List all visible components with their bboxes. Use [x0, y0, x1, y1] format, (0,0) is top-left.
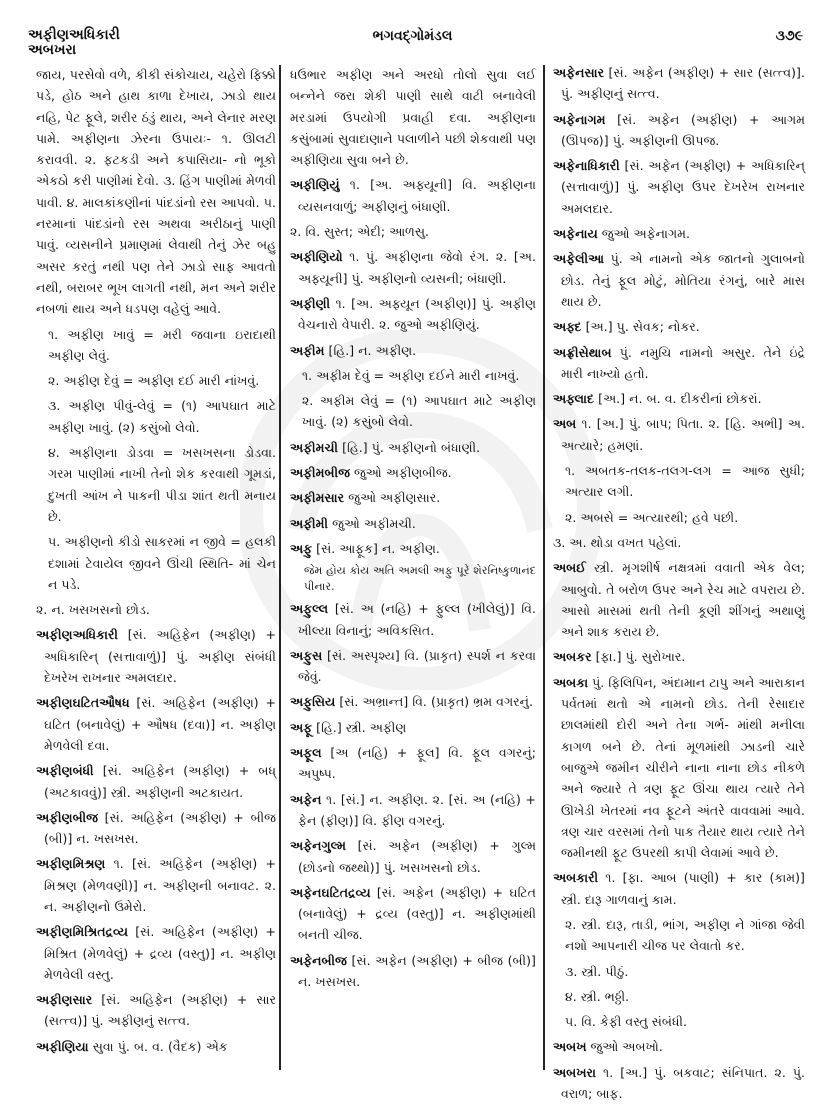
headword: અફૂ	[290, 719, 313, 735]
dictionary-entry	[36, 760, 276, 803]
dictionary-entry	[290, 293, 536, 336]
entry-sense	[290, 365, 536, 386]
definition-text: ૧. અફીણ ખાવું = મરી જવાના ઇરાદાથી અફીણ લેવું.	[48, 326, 276, 363]
headword: અફેન	[290, 791, 322, 807]
definition-text: [હિ.] ન. અફીણ.	[324, 342, 417, 358]
dictionary-entry	[36, 807, 276, 850]
definition-text: પું. ફિલિપિન, અંદામાન ટાપુ અને આરાકાન પર્વતમાં થતો એ નામનો છોડ. તેની રેસાદાર છાલમાંથી દોરી અને તેના ગર્ભ- માંથી મનીલા કાગળ બને છે. તેનાં મૂળમાંથી ઝાડની ચારે બાજુએ જમીન ચીરીને નાના નાના છોડ નીકળે અને જ્યારે તે ત્રણ ફૂટ ઊંચા થાય ત્યારે તેને ઊખેડી ખેતરમાં નવ ફૂટને અંતરે વાવવામાં આવે. ત્રણ ચાર વરસમાં તેનો પાક તૈયાર થાય ત્યારે તેને જમીનથી ફૂટ ઉપરથી કાપી લેવામાં આવે છે.	[561, 674, 805, 861]
column-2	[290, 64, 536, 996]
definition-text: ૫. અફીણનો કીડો સાકરમાં ન જીવે = હલકી દશામાં ટેવાયેલ જીવને ઊંચી સ્થિતિ- માં ચેન ન પડે.	[48, 534, 276, 592]
dictionary-entry	[290, 487, 536, 508]
definition-text: ધઉભાર અફીણ અને અરધો તોલો સુવા લઈ બન્નેને જરા શેકી પાણી સાથે વાટી બનાવેલી મરડામાં ઉપયોગી પ્રવાહી દવા. અફીણના કસુંબામાં સુવાદાણાને પલાળીને પછી શેકવાથી પણ અફીણિયા સુવા બને છે.	[290, 67, 536, 168]
dictionary-entry	[290, 538, 536, 559]
dictionary-entry	[553, 867, 805, 910]
headword: અફેનાગમ	[553, 111, 606, 127]
dictionary-entry	[290, 246, 536, 289]
page-header	[0, 0, 825, 60]
definition-text: ૪. સ્ત્રી. ભઠ્ઠી.	[565, 988, 630, 1004]
headword: અફીણસાર	[36, 992, 93, 1008]
headword: અફીણમિશ્રિતદ્રવ્ય	[36, 924, 129, 940]
headword: અફીમી	[290, 515, 329, 531]
entry-sense	[36, 395, 276, 438]
headword: અફીણિયા	[36, 1038, 89, 1054]
entry-sense	[290, 390, 536, 433]
dictionary-entry	[290, 835, 536, 878]
entry-sense	[290, 64, 536, 170]
dictionary-entry	[290, 742, 536, 785]
definition-text: [ફા.] પું. સુરોખાર.	[591, 649, 686, 665]
entry-sense	[553, 507, 805, 528]
definition-text: ૧. અબતક-તલક-તલગ-લગ = આજ સુધી; અત્યાર લગી.	[565, 463, 805, 500]
definition-text: [સં. અહિફેન (અફીણ) + અધિકારિન્ (સત્તાવાળું)] પું. અફીણ સંબંધી દેખરેખ રાખનાર અમલદાર.	[44, 627, 276, 686]
definition-text: ૧. અફીમ દેવું = અફીણ દઈને મારી નાખવું.	[302, 367, 520, 383]
dictionary-entry	[553, 672, 805, 864]
entry-sense	[36, 370, 276, 391]
quote-source: નિષ્કુળાનંદ	[487, 564, 536, 578]
headword: અફૂલ	[290, 745, 322, 761]
entry-sense	[36, 324, 276, 367]
headword: અફીણમિશ્રણ	[36, 856, 106, 872]
definition-text: ૨. સ્ત્રી. દારૂ, તાડી, ભાંગ, અફીણ ને ગાંજા જેવી નશો આપનારી ચીજ પર લેવાતો કર.	[565, 916, 805, 954]
dictionary-entry	[553, 342, 805, 385]
dictionary-entry	[36, 624, 276, 688]
headword: અબકારી	[553, 870, 599, 886]
definition-text: ૧. [ફા. આબ (પાણી) + કાર (કામ)] સ્ત્રી. દારૂ ગાળવાનું કામ.	[561, 870, 805, 907]
guide-word-first: અફીણઅધિકારી	[28, 27, 120, 43]
dictionary-entry	[290, 882, 536, 946]
dictionary-entry	[290, 691, 536, 712]
definition-text: જુઓ અબખો.	[586, 1039, 663, 1055]
headword: અફેનબીજ	[290, 952, 347, 968]
dictionary-entry	[36, 692, 276, 756]
page-title: ભગવદ્ગોમંડલ	[372, 28, 453, 44]
definition-text: [સં. અહિફેન (અફીણ) + બધ્ (અટકાવવું)] સ્ત્રી. અફીણની અટકાયત.	[44, 763, 276, 800]
dictionary-entry	[553, 223, 805, 244]
definition-text: [સં. અહિફેન (અફીણ) + ઘટિત (બનાવેલું) + ઔષધ (દવા)] ન. અફીણ મેળવેલી દવા.	[44, 695, 276, 753]
dictionary-entry	[290, 513, 536, 534]
definition-text: જાય, પરસેવો વળે, કીકી સંકોચાય, ચહેરો ફિક્કો પડે, હોઠ અને હાથ કાળા દેખાય, ઝાડો થાય નહિ, પેટ ફૂલે, શરીર ઠંડું થાય, અને લેનાર મરણ પામે. અફીણના ઝેરના ઉપાયઃ- ૧. ઊલટી કરાવવી. ૨. ફટકડી અને કપાસિયા- નો ભૂકો એકઠો કરી પાણીમાં દેવો. ૩. હિંગ પાણીમાં મેળવી પાવી. ૪. માલકાંકણીનાં પાંદડાંનો રસ આપવો. ૫. નરમાનાં પાંદડાંનો રસ અથવા અરીઠાનું પાણી પાવું. વ્યસનીને પ્રમાણમાં લેવાથી તેનું ઝેર બહુ અસર કરતું નથી પણ તેને ઝાડો સાફ આવતો નથી, બરાબર ભૂખ લાગતી નથી, મન અને શરીર નબળાં થાય અને ધડપણ વહેલું આવે.	[36, 67, 276, 317]
entry-sense	[36, 442, 276, 527]
headword: અબ	[553, 416, 577, 432]
definition-text: [હિ.] સ્ત્રી. અફીણ	[312, 719, 407, 735]
definition-text: [અ.] ન. બ. વ. દીકરીનાં છોકરાં.	[594, 391, 762, 407]
headword: અબઈ	[553, 560, 586, 576]
dictionary-entry	[290, 598, 536, 641]
headword: અફીમબીજ	[290, 465, 350, 481]
entry-sense	[553, 460, 805, 503]
definition-text: [સં. અસ્પૃશ્ય] વિ. (પ્રાકૃત) સ્પર્શ ન કરવા જેવું.	[298, 647, 536, 685]
dictionary-entry	[553, 1062, 805, 1105]
definition-text: જુઓ અફેનાગમ.	[597, 226, 691, 242]
definition-text: [હિ.] પું. અફીણનો બંધાણી.	[338, 439, 481, 455]
dictionary-entry	[553, 413, 805, 456]
dictionary-entry	[553, 646, 805, 667]
headword: અફીણિયો	[290, 249, 343, 265]
dictionary-entry	[290, 950, 536, 993]
definition-text: ૧. [અ.] પું. બકવાટ; સંનિપાત. ૨. પું. વરાળ; બાફ.	[561, 1064, 805, 1102]
definition-text: પું. એ નામનો એક જાતનો ગુલાબનો છોડ. તેનું ફૂલ મોટું, મોતિયા રંગનું, બારે માસ થાય છે.	[561, 251, 805, 309]
definition-text: જુઓ અફીણસાર.	[344, 490, 441, 506]
headword: અફ્દ	[553, 319, 582, 335]
headword: અફ્રીસેથાબ	[553, 344, 612, 360]
headword: અફીમસાર	[290, 490, 345, 506]
definition-text: જુઓ અફીમચી.	[328, 515, 416, 531]
headword: અફેલીઆ	[553, 251, 604, 267]
definition-text: [સં. અફેન (અફીણ) + બીજ (બી)] ન. ખસખસ.	[298, 952, 536, 989]
definition-text: ૨. અફીણ દેવું = અફીણ દઈ મારી નાંખવું.	[48, 373, 260, 389]
definition-text: [સં. અભ્રાન્ત] વિ. (પ્રાકૃત) ભ્રમ વગરનું.	[335, 694, 533, 710]
headword: અબકર	[553, 649, 592, 665]
dictionary-entry	[553, 1036, 805, 1057]
definition-text: [સં. અહિફેન (અફીણ) + બીજ (બી)] ન. ખસખસ.	[44, 809, 276, 847]
definition-text: [સં. અફેન (અફીણ) + ગુલ્મ (છોડનો જથ્થો)] પું. ખસખસનો છોડ.	[298, 838, 536, 875]
definition-text: [સં. અહિફેન (અફીણ) + સાર (સત્ત્વ)] પું. અફીણનું સત્ત્વ.	[44, 992, 276, 1029]
definition-text: ૨. અબસે = અત્યારથી; હવે પછી.	[565, 509, 739, 525]
definition-text: સુવા પું. બ. વ. (વૈદક) એક	[88, 1038, 228, 1054]
definition-text: [સં. અહિફેન (અફીણ) + મિશ્રિત (મેળવેલું) + દ્રવ્ય (વસ્તુ)] ન. અફીણ મેળવેલી વસ્તુ.	[44, 924, 276, 982]
headword: અફેનાધિકારી	[553, 158, 620, 174]
definition-text: [અ.] પુ. સેવક; નોકર.	[581, 319, 700, 335]
headword: અફીમચી	[290, 439, 339, 455]
headword: અબખરા	[553, 1064, 597, 1080]
headword: અફુસ	[290, 647, 323, 663]
headword: અફીણઅધિકારી	[36, 627, 119, 643]
definition-text: [સં. અફેન (અફીણ) + સાર (સત્ત્વ)]. પું. અફીણનું સત્ત્વ.	[561, 65, 805, 102]
entry-sense	[36, 64, 276, 320]
headword: અબકા	[553, 674, 589, 690]
definition-text: ૩. અ. થોડા વખત પહેલાં.	[553, 534, 682, 550]
dictionary-entry	[553, 109, 805, 152]
definition-text: ૨. ન. ખસખસનો છોડ.	[36, 602, 150, 618]
definition-text: સ્ત્રી. મૃગશીર્ષ નક્ષત્રમાં વવાતી એક વેલ; આબુવો. તે બરોળ ઉપર અને રેચ માટે વપરાય છે. આસો માસમાં થતી તેની કૂણી શીંગનું અથાણું અને શાક કરાય છે.	[561, 560, 805, 640]
headword: અફ્લાદ	[553, 391, 595, 407]
definition-text: ૨. અફીમ લેવું = (૧) આપઘાત માટે અફીણ ખાવું. (૨) કસુંબો લેવો.	[302, 393, 536, 430]
dictionary-entry	[290, 462, 536, 483]
definition-text: ૧. [સં.] ન. અફીણ. ૨. [સં. અ (નહિ) + ફેન (ફીણ)] વિ. ફીણ વગરનું.	[298, 791, 536, 828]
headword: અફીણબીજ	[36, 809, 98, 825]
definition-text: ૪. અફીણના ડોડવા = ખસખસના ડોડવા. ગરમ પાણીમાં નાખી તેનો શેક કરવાથી ગૂમડાં, દુખતી આંખ ને પાકની પીડા શાંત થતી મનાય છે.	[48, 445, 276, 524]
headword: અફેનઘટિતદ્રવ્ય	[290, 884, 371, 900]
definition-text: જુઓ અફીણબીજ.	[349, 465, 452, 481]
dictionary-entry	[36, 989, 276, 1032]
definition-text: [સં. આફૂક] ન. અફીણ.	[312, 540, 440, 556]
headword: અફીણબંધી	[36, 763, 94, 779]
definition-text: [સં. અફેન (અફીણ) + ઘટિત (બનાવેલું) + દ્રવ્ય (વસ્તુ)] ન. અફીણમાંથી બનતી ચીજ.	[298, 884, 536, 943]
definition-text: ૩. સ્ત્રી. પીઠું.	[565, 963, 629, 979]
dictionary-entry	[36, 921, 276, 985]
quotation	[290, 563, 536, 595]
headword: અબખ	[553, 1039, 587, 1055]
entry-sense	[553, 986, 805, 1007]
definition-text: ૫. વિ. કેફી વસ્તુ સંબંધી.	[565, 1014, 688, 1030]
dictionary-entry	[290, 645, 536, 688]
page-number: ૩૭૯	[775, 28, 803, 44]
dictionary-entry	[553, 388, 805, 409]
dictionary-entry	[36, 853, 276, 917]
dictionary-entry	[290, 174, 536, 217]
dictionary-entry	[290, 437, 536, 458]
entry-sense	[553, 532, 805, 553]
entry-sense	[553, 914, 805, 957]
entry-sense	[36, 599, 276, 620]
headword: અફીણઘટિતઔષધ	[36, 695, 130, 711]
definition-text: ૧. [સં. અહિફેન (અફીણ) + મિશ્રણ (મેળવણી)] ન. અફીણની બનાવટ. ૨. ન. અફીણનો ઉમેરો.	[44, 856, 276, 914]
entry-sense	[553, 961, 805, 982]
definition-text: ૩. અફીણ પીવું-લેવું = (૧) આપઘાત માટે અફીણ ખાવું. (૨) કસુંબો લેવો.	[48, 398, 276, 435]
dictionary-entry	[290, 340, 536, 361]
headword: અફીણી	[290, 295, 331, 311]
headword: અફીમ	[290, 342, 325, 358]
definition-text: ૧. [અ. અફ્યૂન (અફીણ)] પું. અફીણ વેચનારો વેપારી. ૨. જુઓ અફીણિયું.	[298, 295, 536, 333]
dictionary-entry	[290, 789, 536, 832]
entry-sense	[290, 221, 536, 242]
dictionary-entry	[553, 62, 805, 105]
definition-text: [સં. અફેન (અફીણ) + અધિકારિન્ (સત્તાવાળું)] પું. અફીણ ઉપર દેખરેખ રાખનાર અમલદાર.	[561, 158, 805, 216]
definition-text: ૧. [અ. અફ્યૂની] વિ. અફીણના વ્યસનવાળું; અફીણનું બંધાણી.	[298, 177, 536, 214]
definition-text: [સં. અફેન (અફીણ) + આગમ (ઊપજ)] પું. અફીણની ઊપજ.	[561, 111, 805, 148]
headword: અફેનગુલ્મ	[290, 838, 346, 854]
column-divider	[543, 65, 545, 1070]
dictionary-entry	[36, 1036, 276, 1057]
definition-text: જેમ હોય કોય અતિ અમલી અફુ પૂરે શેર પીનાર.	[304, 564, 488, 594]
definition-text: પું. નમુચિ નામનો અસુર. તેને ઇંદ્રે મારી નાખ્યો હતો.	[561, 344, 805, 381]
column-1	[36, 64, 276, 1061]
headword: અફુ	[290, 540, 313, 556]
dictionary-entry	[553, 155, 805, 219]
headword: અફેનાય	[553, 226, 598, 242]
definition-text: ૧. [અ.] પું. બાપ; પિતા. ૨. [હિ. અભી] અ. અત્યારે; હમણાં.	[561, 416, 805, 453]
headword: અફેનસાર	[553, 65, 605, 80]
definition-text: ૨. વિ. સુસ્ત; એદી; આળસુ.	[290, 224, 430, 240]
headword: અફુસિય	[290, 694, 336, 710]
column-divider	[279, 65, 281, 1070]
headword: અફુલ્લ	[290, 601, 329, 617]
guide-word-last: અબખરા	[28, 42, 77, 58]
dictionary-entry	[553, 248, 805, 312]
definition-text: [અ (નહિ) + ફૂલ] વિ. ફૂલ વગરનું; અપુષ્પ.	[298, 745, 536, 782]
definition-text: [સં. અ (નહિ) + ફુલ્લ (ખીલેલું)] વિ. ખીલ્યા વિનાનું; અવિકસિત.	[298, 601, 536, 638]
definition-text: ૧. પું. અફીણના જેવો રંગ. ૨. [અ. અફ્યૂની] પું. અફીણનો વ્યસની; બંધાણી.	[298, 249, 536, 286]
headword: અફીણિયું	[290, 177, 340, 193]
dictionary-entry	[290, 717, 536, 738]
entry-sense	[36, 531, 276, 595]
dictionary-entry	[553, 316, 805, 337]
dictionary-entry	[553, 557, 805, 642]
entry-sense	[553, 1011, 805, 1032]
column-3	[553, 62, 805, 1108]
